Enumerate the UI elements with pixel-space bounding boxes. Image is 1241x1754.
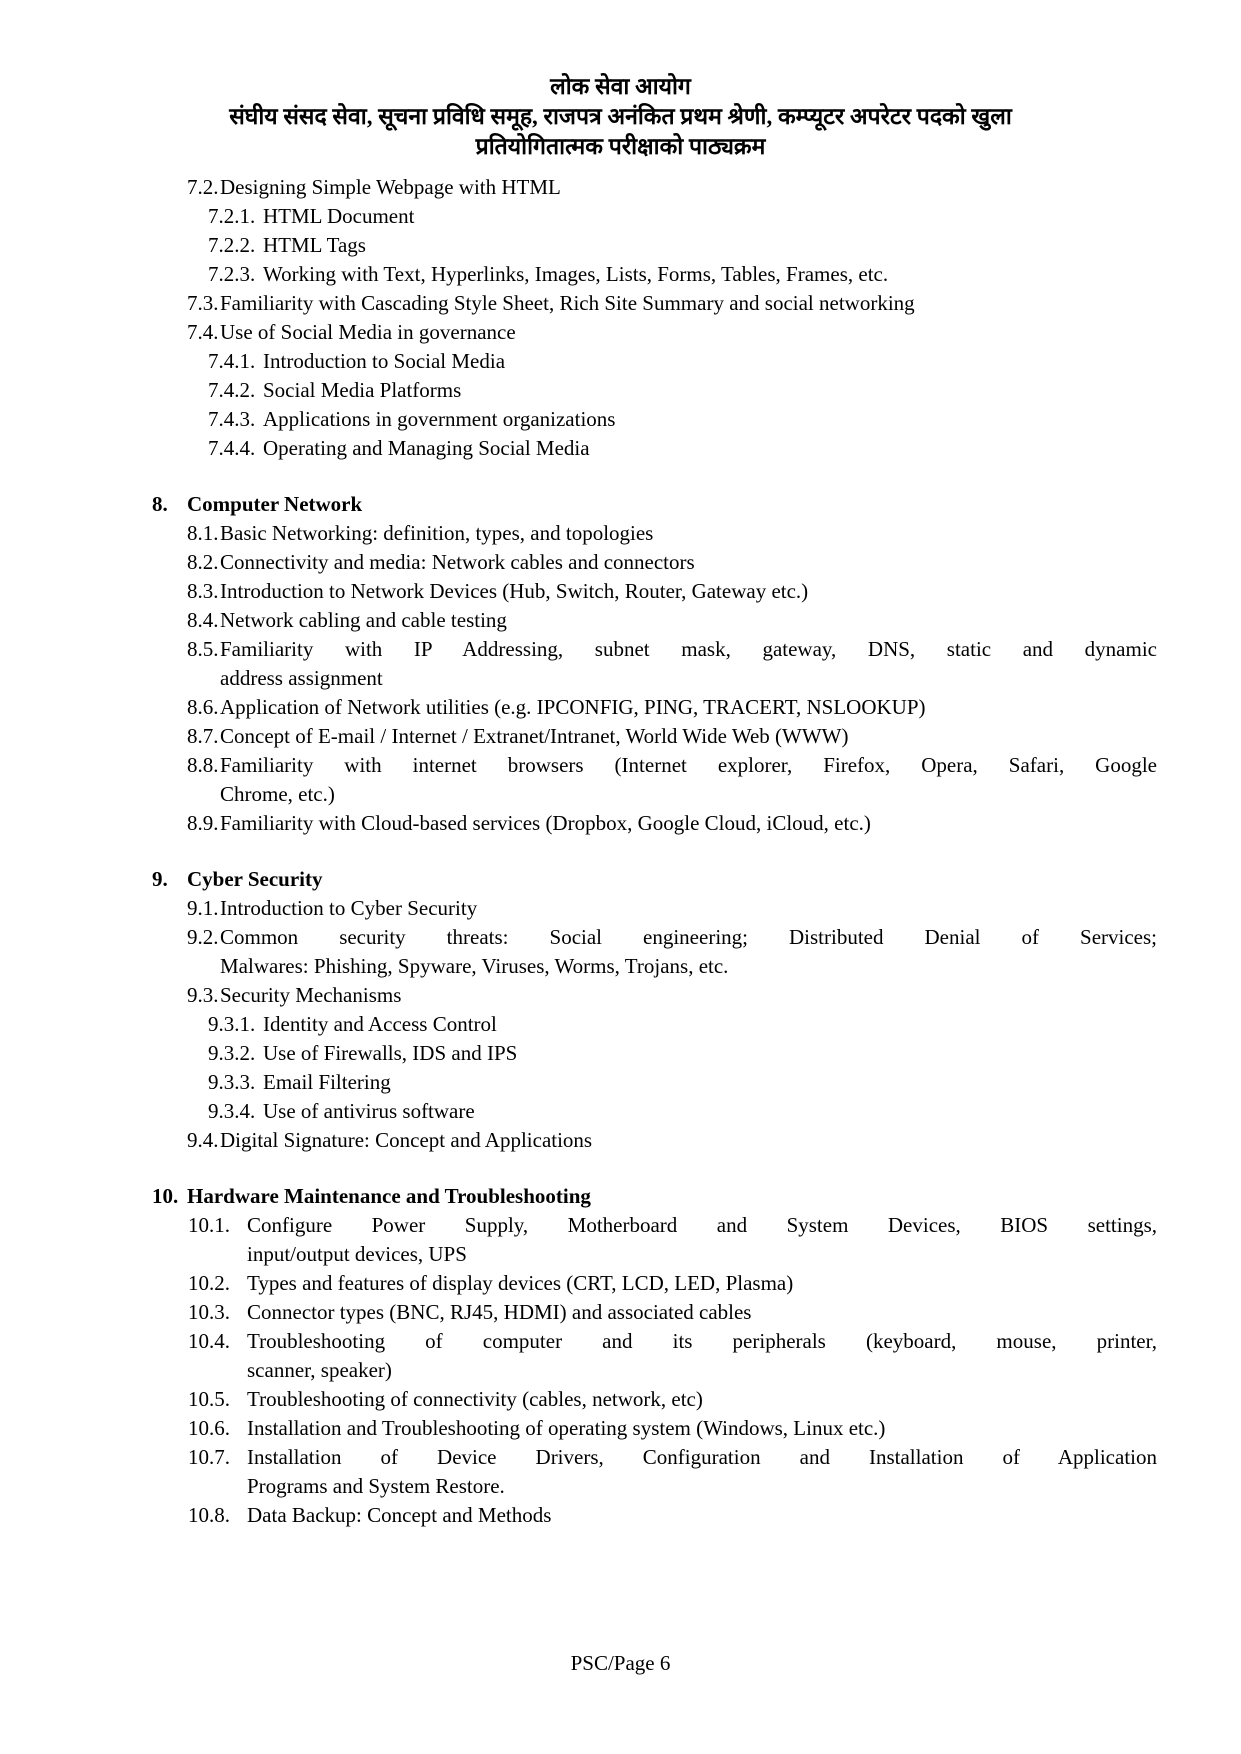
syllabus-item [188,1298,1157,1327]
item-number: 7.3. [187,291,219,315]
item-text-line: Use of Social Media in governance [220,320,516,344]
syllabus-item [208,1039,1157,1068]
item-text [247,1211,1157,1269]
item-number: 10.7. [188,1445,230,1469]
item-text-line: Common security threats: Social engineering; Distributed Denial of Services; [220,925,1157,949]
syllabus-item [208,1097,1157,1126]
item-number: 9. [152,867,168,891]
item-number: 9.3.4. [208,1099,256,1123]
item-number: 10.1. [188,1213,230,1237]
item-text-line: Social Media Platforms [263,378,462,402]
item-text-line: input/output devices, UPS [247,1242,467,1266]
syllabus-item [187,606,1157,635]
item-text-line: Installation of Device Drivers, Configuration and Installation of Application [247,1445,1157,1469]
syllabus-item [188,1414,1157,1443]
item-number: 10.8. [188,1503,230,1527]
item-text [220,981,1157,1010]
item-text-line: Designing Simple Webpage with HTML [220,175,561,199]
item-number: 9.3.3. [208,1070,256,1094]
syllabus-item [208,434,1157,463]
header-line-3: प्रतियोगितात्मक परीक्षाको पाठ्यक्रम [475,134,766,159]
item-text [247,1501,1157,1530]
item-text-line: Operating and Managing Social Media [263,436,590,460]
item-text [220,318,1157,347]
item-number: 9.1. [187,896,219,920]
item-text [247,1298,1157,1327]
item-text [263,347,1157,376]
item-text [247,1443,1157,1501]
item-number: 8.3. [187,579,219,603]
item-text [220,173,1157,202]
syllabus-item [208,376,1157,405]
item-text [220,1126,1157,1155]
item-number: 7.2. [187,175,219,199]
syllabus-list [0,173,1157,1530]
item-number: 10.3. [188,1300,230,1324]
item-number: 7.4.3. [208,407,256,431]
syllabus-item [208,202,1157,231]
item-text-line: Introduction to Network Devices (Hub, Switch, Router, Gateway etc.) [220,579,809,603]
item-text [263,202,1157,231]
item-text [220,809,1157,838]
item-text [220,606,1157,635]
item-text [263,434,1157,463]
item-text-line: Malwares: Phishing, Spyware, Viruses, Worms, Trojans, etc. [220,954,729,978]
item-text [263,1010,1157,1039]
item-text [187,1182,1157,1211]
item-number: 9.3. [187,983,219,1007]
item-number: 7.4.4. [208,436,256,460]
item-text-line: Network cabling and cable testing [220,608,507,632]
item-text [220,635,1157,693]
item-text [247,1269,1157,1298]
item-text [263,1068,1157,1097]
item-number: 9.3.1. [208,1012,256,1036]
item-text-line: Data Backup: Concept and Methods [247,1503,552,1527]
item-text [220,289,1157,318]
item-text [263,405,1157,434]
item-number: 7.4.2. [208,378,256,402]
syllabus-item [208,347,1157,376]
item-text [220,548,1157,577]
item-number: 10.4. [188,1329,230,1353]
item-text-line: Email Filtering [263,1070,391,1094]
item-number: 7.2.3. [208,262,256,286]
item-number: 9.3.2. [208,1041,256,1065]
item-number: 10. [152,1184,179,1208]
item-text-line: Configure Power Supply, Motherboard and System Devices, BIOS settings, [247,1213,1157,1237]
syllabus-item [187,289,1157,318]
syllabus-item [208,1010,1157,1039]
item-text [220,722,1157,751]
syllabus-item [187,318,1157,347]
item-number: 8.6. [187,695,219,719]
item-text-line: Types and features of display devices (CRT, LCD, LED, Plasma) [247,1271,794,1295]
section-heading [152,865,1157,894]
syllabus-item [187,519,1157,548]
item-text-line: Application of Network utilities (e.g. IPCONFIG, PING, TRACERT, NSLOOKUP) [220,695,926,719]
syllabus-item [188,1501,1157,1530]
syllabus-item [187,923,1157,981]
item-text [247,1385,1157,1414]
item-text-line: Computer Network [187,492,363,516]
item-text-line: Connector types (BNC, RJ45, HDMI) and associated cables [247,1300,752,1324]
item-text-line: HTML Tags [263,233,366,257]
item-text-line: Introduction to Social Media [263,349,506,373]
item-text [263,1097,1157,1126]
item-number: 7.4.1. [208,349,256,373]
syllabus-item [187,635,1157,693]
item-text [263,231,1157,260]
item-text [263,1039,1157,1068]
item-text [187,490,1157,519]
syllabus-item [187,722,1157,751]
item-number: 7.4. [187,320,219,344]
syllabus-item [188,1269,1157,1298]
header-line-2: संघीय संसद सेवा, सूचना प्रविधि समूह, राजपत्र अनंकित प्रथम श्रेणी, कम्प्यूटर अपरेटर पदको खुला [229,104,1012,129]
item-text-line: Digital Signature: Concept and Applications [220,1128,593,1152]
item-text [220,693,1157,722]
item-text-line: Security Mechanisms [220,983,402,1007]
item-number: 9.2. [187,925,219,949]
section-heading [152,1182,1157,1211]
item-text-line: Basic Networking: definition, types, and topologies [220,521,654,545]
item-text-line: Installation and Troubleshooting of operating system (Windows, Linux etc.) [247,1416,886,1440]
syllabus-item [208,405,1157,434]
item-number: 7.2.2. [208,233,256,257]
item-text-line: Familiarity with IP Addressing, subnet mask, gateway, DNS, static and dynamic [220,637,1157,661]
item-text [220,751,1157,809]
item-number: 8.9. [187,811,219,835]
item-text-line: Cyber Security [187,867,323,891]
item-text [247,1327,1157,1385]
item-text-line: Familiarity with Cloud-based services (Dropbox, Google Cloud, iCloud, etc.) [220,811,871,835]
item-number: 8.7. [187,724,219,748]
item-number: 8.1. [187,521,219,545]
syllabus-item [188,1327,1157,1385]
item-number: 10.6. [188,1416,230,1440]
syllabus-item [187,751,1157,809]
item-text [247,1414,1157,1443]
item-text [220,923,1157,981]
syllabus-item [188,1385,1157,1414]
syllabus-item [208,260,1157,289]
syllabus-item [208,1068,1157,1097]
item-text-line: Programs and System Restore. [247,1474,505,1498]
item-number: 10.2. [188,1271,230,1295]
item-text [263,376,1157,405]
item-number: 10.5. [188,1387,230,1411]
item-text-line: Use of Firewalls, IDS and IPS [263,1041,518,1065]
item-text [263,260,1157,289]
item-text-line: Introduction to Cyber Security [220,896,478,920]
syllabus-item [187,809,1157,838]
item-number: 9.4. [187,1128,219,1152]
syllabus-item [187,894,1157,923]
document-header [0,0,1241,162]
item-text-line: Familiarity with Cascading Style Sheet, Rich Site Summary and social networking [220,291,915,315]
syllabus-item [188,1443,1157,1501]
item-number: 7.2.1. [208,204,256,228]
item-text-line: Familiarity with internet browsers (Internet explorer, Firefox, Opera, Safari, Google [220,753,1157,777]
item-text [220,894,1157,923]
item-text-line: Troubleshooting of computer and its peripherals (keyboard, mouse, printer, [247,1329,1157,1353]
syllabus-item [187,981,1157,1010]
section-heading [152,490,1157,519]
item-text-line: scanner, speaker) [247,1358,392,1382]
syllabus-item [187,173,1157,202]
item-text-line: Hardware Maintenance and Troubleshooting [187,1184,591,1208]
item-text [187,865,1157,894]
item-number: 8.5. [187,637,219,661]
header-line-1: लोक सेवा आयोग [550,74,691,99]
item-text-line: Applications in government organizations [263,407,616,431]
item-text [220,519,1157,548]
page-footer: PSC/Page 6 [570,1651,671,1675]
syllabus-item [208,231,1157,260]
item-number: 8. [152,492,168,516]
item-text-line: Use of antivirus software [263,1099,475,1123]
item-text-line: HTML Document [263,204,415,228]
item-number: 8.8. [187,753,219,777]
item-text-line: Working with Text, Hyperlinks, Images, Lists, Forms, Tables, Frames, etc. [263,262,889,286]
item-text-line: Troubleshooting of connectivity (cables, network, etc) [247,1387,703,1411]
item-text-line: address assignment [220,666,383,690]
item-number: 8.2. [187,550,219,574]
item-text-line: Connectivity and media: Network cables and connectors [220,550,695,574]
item-number: 8.4. [187,608,219,632]
item-text-line: Chrome, etc.) [220,782,335,806]
syllabus-item [188,1211,1157,1269]
item-text [220,577,1157,606]
syllabus-item [187,693,1157,722]
item-text-line: Concept of E-mail / Internet / Extranet/Intranet, World Wide Web (WWW) [220,724,849,748]
syllabus-item [187,548,1157,577]
syllabus-item [187,577,1157,606]
syllabus-item [187,1126,1157,1155]
item-text-line: Identity and Access Control [263,1012,497,1036]
